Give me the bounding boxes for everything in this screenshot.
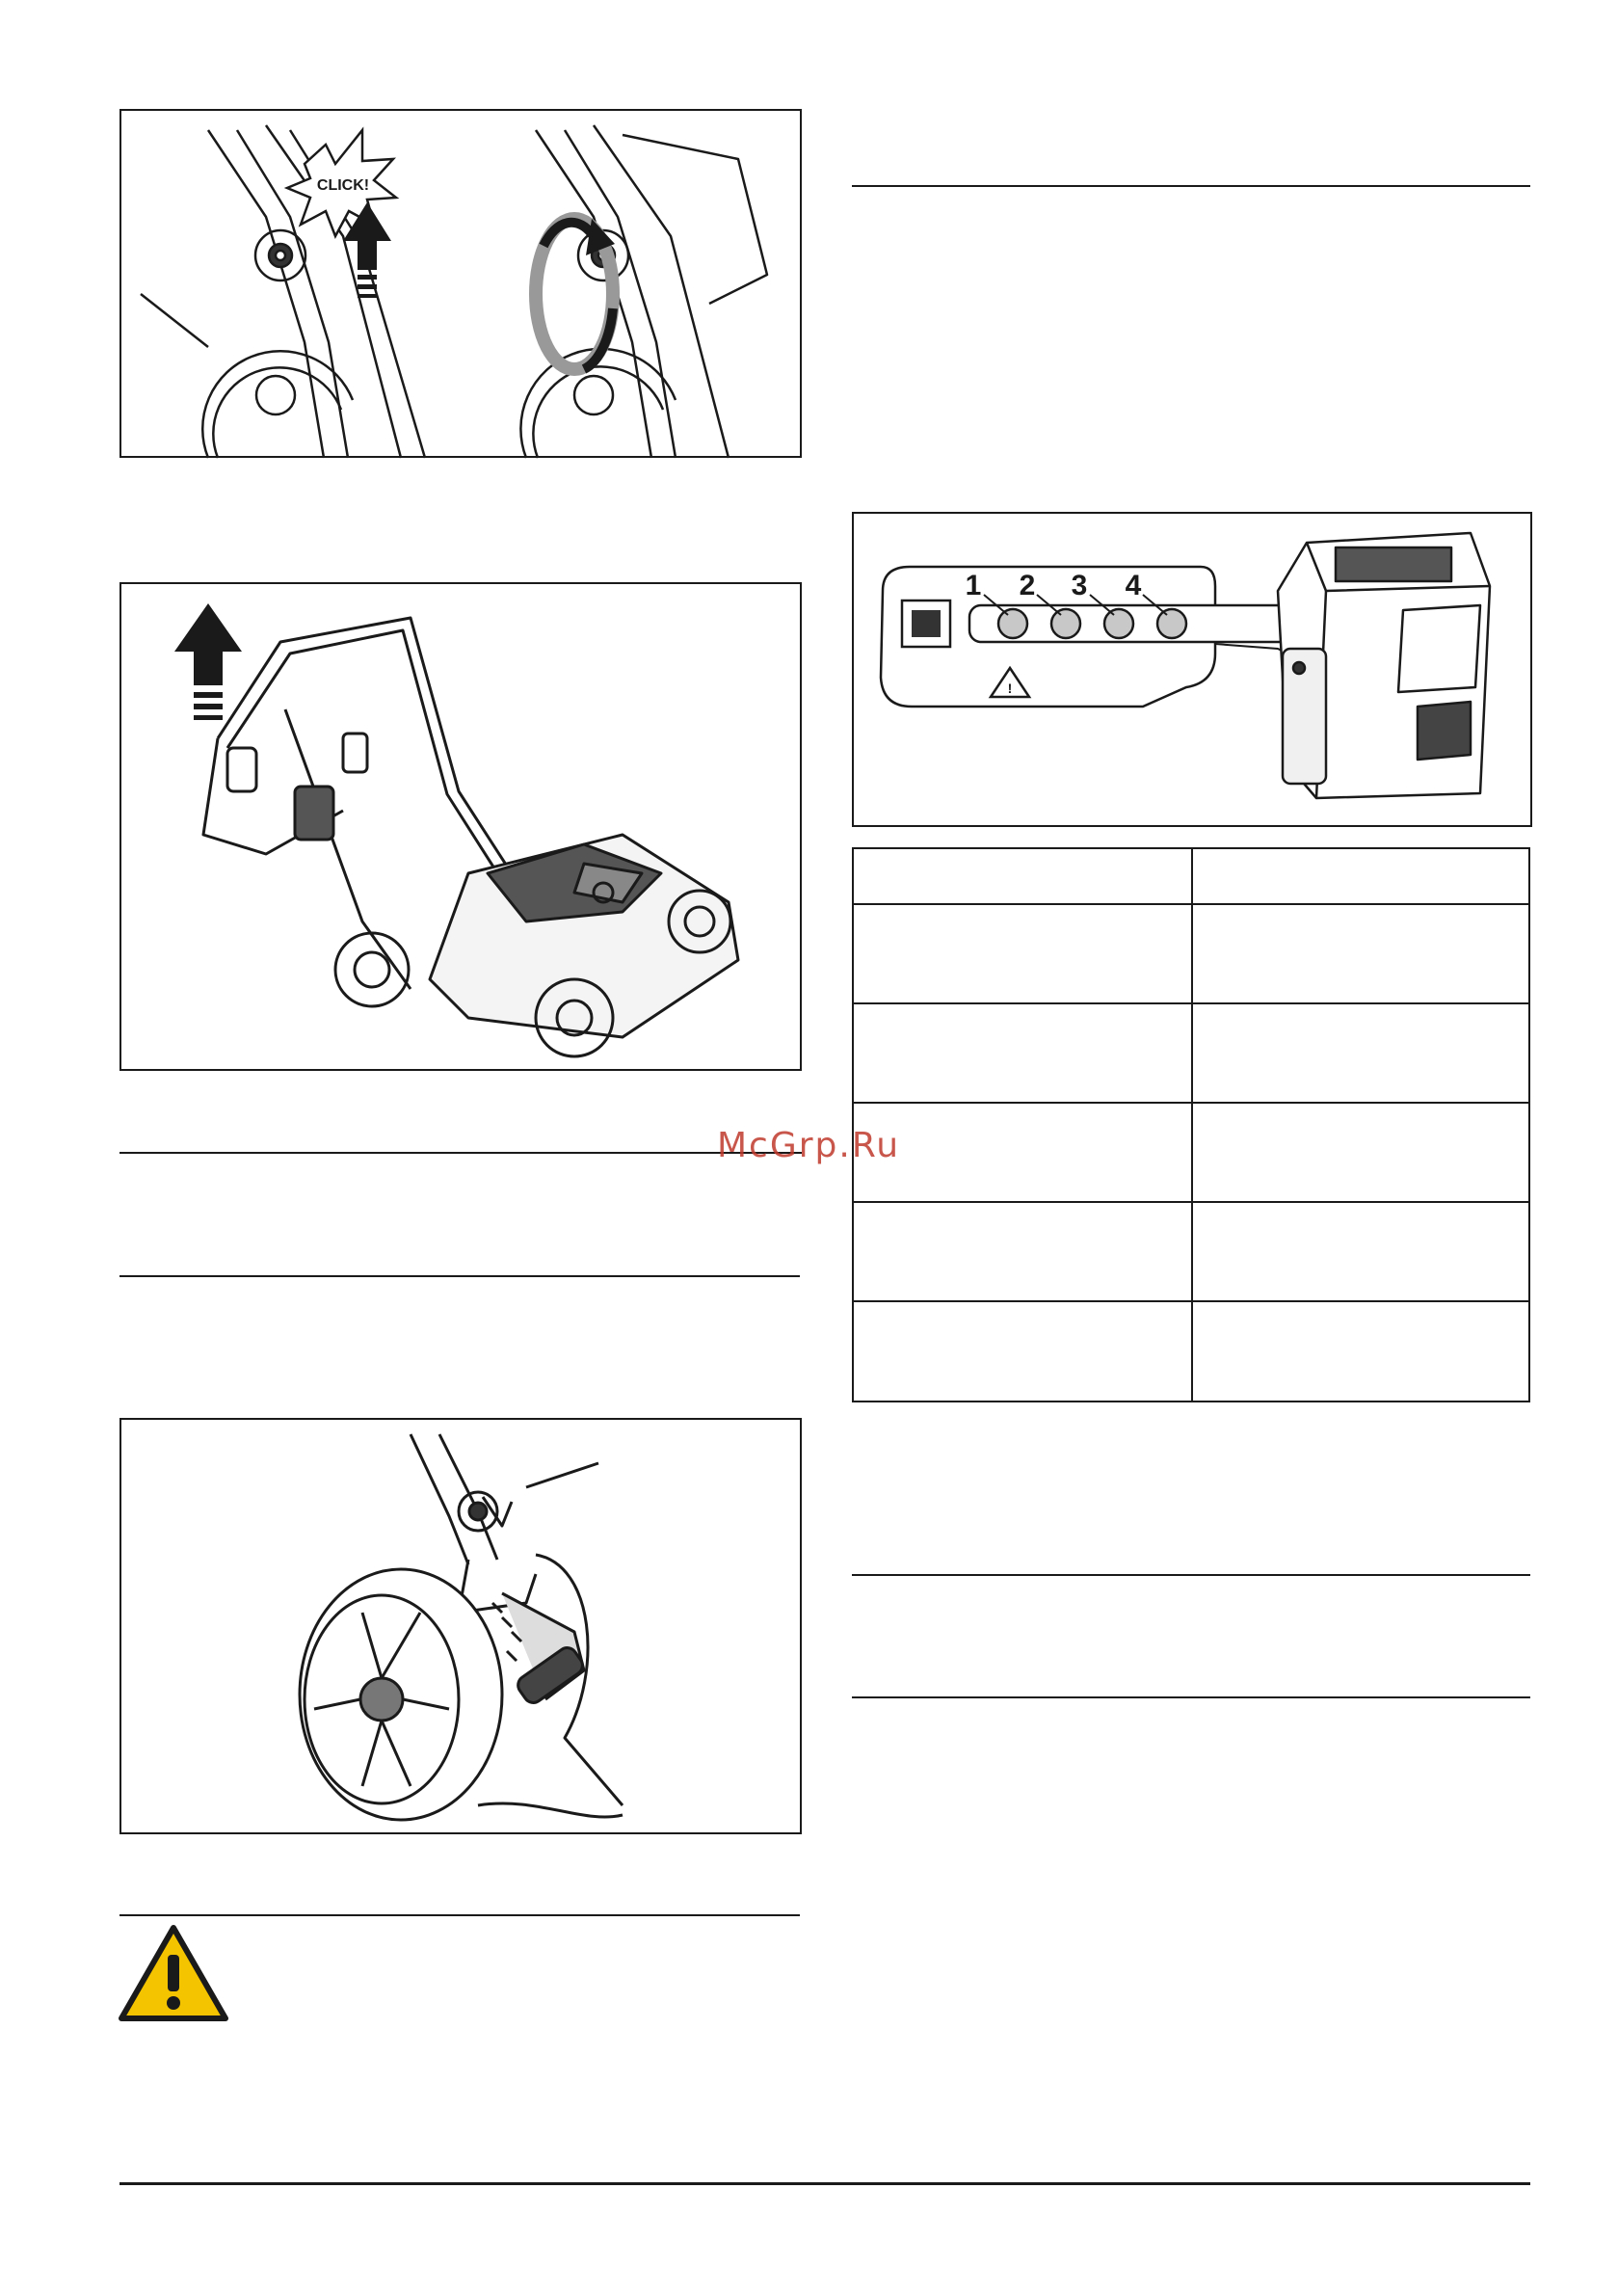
- figure-battery-indicator: [852, 512, 1532, 827]
- indicator-label-2: 2: [1019, 570, 1036, 601]
- table-cell: [853, 904, 1192, 1003]
- table-cell: [1192, 848, 1529, 904]
- table-row: [853, 1103, 1529, 1202]
- table-cell: [853, 1103, 1192, 1202]
- table-row: [853, 848, 1529, 904]
- arrow-up-icon: [343, 202, 391, 298]
- section-rule: [119, 1152, 802, 1154]
- table-row: [853, 1003, 1529, 1103]
- table-cell: [853, 1202, 1192, 1301]
- warning-block: [118, 1924, 229, 2029]
- battery-indicator-icon: [854, 514, 1534, 829]
- table-cell: [853, 1301, 1192, 1402]
- table-cell: [1192, 904, 1529, 1003]
- click-callout: CLICK!: [316, 177, 370, 194]
- rotate-arrow-icon: [536, 219, 615, 369]
- figure-wheel-height-lever: [119, 1418, 802, 1834]
- section-rule: [119, 1914, 800, 1916]
- table-cell: [1192, 1003, 1529, 1103]
- section-rule: [852, 1574, 1530, 1576]
- indicator-label-3: 3: [1071, 570, 1088, 601]
- table-row: [853, 1202, 1529, 1301]
- indicator-label-4: 4: [1125, 570, 1142, 601]
- arrow-up-icon: [174, 603, 242, 720]
- indicator-label-1: 1: [965, 570, 982, 601]
- footer-rule: [119, 2182, 1530, 2185]
- table-row: [853, 904, 1529, 1003]
- section-rule: [852, 1696, 1530, 1698]
- figure-1-drawing: [121, 111, 804, 460]
- section-rule: [852, 185, 1530, 187]
- warning-triangle-icon: [118, 1924, 229, 2024]
- figure-3-drawing: [121, 1420, 804, 1836]
- figure-height-adjust-click: [119, 109, 802, 458]
- watermark: McGrp.Ru: [717, 1126, 901, 1165]
- table-cell: [1192, 1103, 1529, 1202]
- table-cell: [1192, 1301, 1529, 1402]
- indicator-table: [852, 847, 1530, 1402]
- figure-2-drawing: [121, 584, 804, 1073]
- figure-mower-handle-up: [119, 582, 802, 1071]
- svg-text:!: !: [1007, 681, 1013, 696]
- table-row: [853, 1301, 1529, 1402]
- section-rule: [119, 1275, 800, 1277]
- table-cell: [853, 848, 1192, 904]
- table-cell: [853, 1003, 1192, 1103]
- table-cell: [1192, 1202, 1529, 1301]
